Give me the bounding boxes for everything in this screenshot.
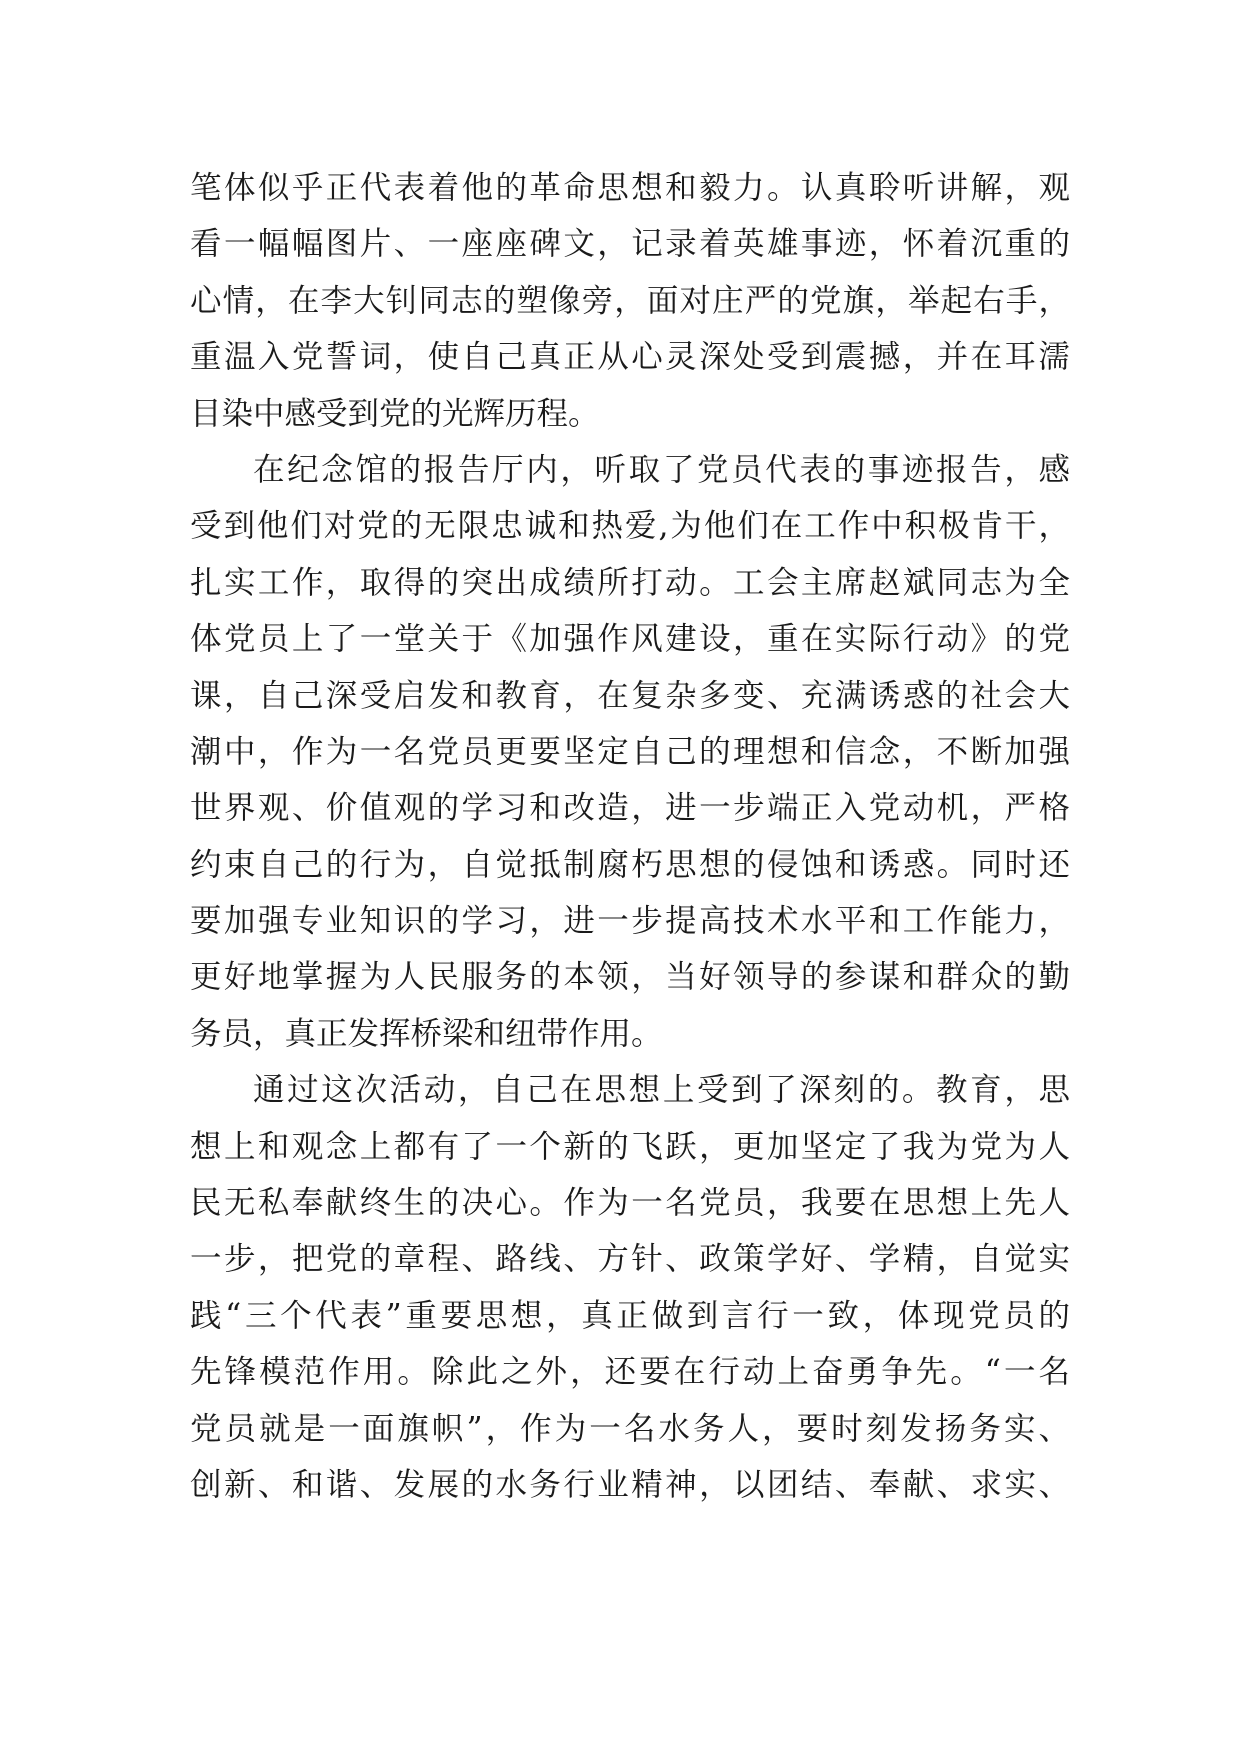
text-line: 一步，把党的章程、路线、方针、政策学好、学精，自觉实 [190,1241,1070,1278]
text-line: 更好地掌握为人民服务的本领，当好领导的参谋和群众的勤 [190,959,1070,996]
paragraph-first-line: 在纪念馆的报告厅内，听取了党员代表的事迹报告，感 [253,451,1070,488]
text-line: 体党员上了一堂关于《加强作风建设，重在实际行动》的党 [190,621,1070,658]
text-line: 受到他们对党的无限忠诚和热爱,为他们在工作中积极肯干， [190,508,1070,545]
text-line: 务员，真正发挥桥梁和纽带作用。 [190,1015,663,1052]
text-line: 先锋模范作用。除此之外，还要在行动上奋勇争先。“一名 [190,1354,1070,1391]
text-line: 要加强专业知识的学习，进一步提高技术水平和工作能力， [190,903,1070,940]
paragraph-first-line: 通过这次活动，自己在思想上受到了深刻的。教育，思 [253,1072,1070,1109]
text-line: 扎实工作，取得的突出成绩所打动。工会主席赵斌同志为全 [190,564,1070,601]
text-line: 潮中，作为一名党员更要坚定自己的理想和信念，不断加强 [190,733,1070,770]
text-line: 践“三个代表”重要思想，真正做到言行一致，体现党员的 [190,1297,1070,1334]
text-line: 民无私奉献终生的决心。作为一名党员，我要在思想上先人 [190,1185,1070,1222]
text-line: 课，自己深受启发和教育，在复杂多变、充满诱惑的社会大 [190,677,1070,714]
text-line: 重温入党誓词，使自己真正从心灵深处受到震撼，并在耳濡 [190,339,1070,376]
text-line: 笔体似乎正代表着他的革命思想和毅力。认真聆听讲解，观 [190,170,1070,206]
text-line: 想上和观念上都有了一个新的飞跃，更加坚定了我为党为人 [190,1128,1070,1165]
text-line: 看一幅幅图片、一座座碑文，记录着英雄事迹，怀着沉重的 [190,226,1070,263]
text-line: 目染中感受到党的光辉历程。 [190,395,600,432]
text-line: 党员就是一面旗帜”，作为一名水务人，要时刻发扬务实、 [190,1410,1070,1447]
text-line: 世界观、价值观的学习和改造，进一步端正入党动机，严格 [190,790,1070,827]
text-line: 创新、和谐、发展的水务行业精神，以团结、奉献、求实、 [190,1466,1070,1503]
text-line: 约束自己的行为，自觉抵制腐朽思想的侵蚀和诱惑。同时还 [190,846,1070,883]
text-line: 心情，在李大钊同志的塑像旁，面对庄严的党旗，举起右手， [190,282,1070,319]
body-text [190,160,1070,1513]
